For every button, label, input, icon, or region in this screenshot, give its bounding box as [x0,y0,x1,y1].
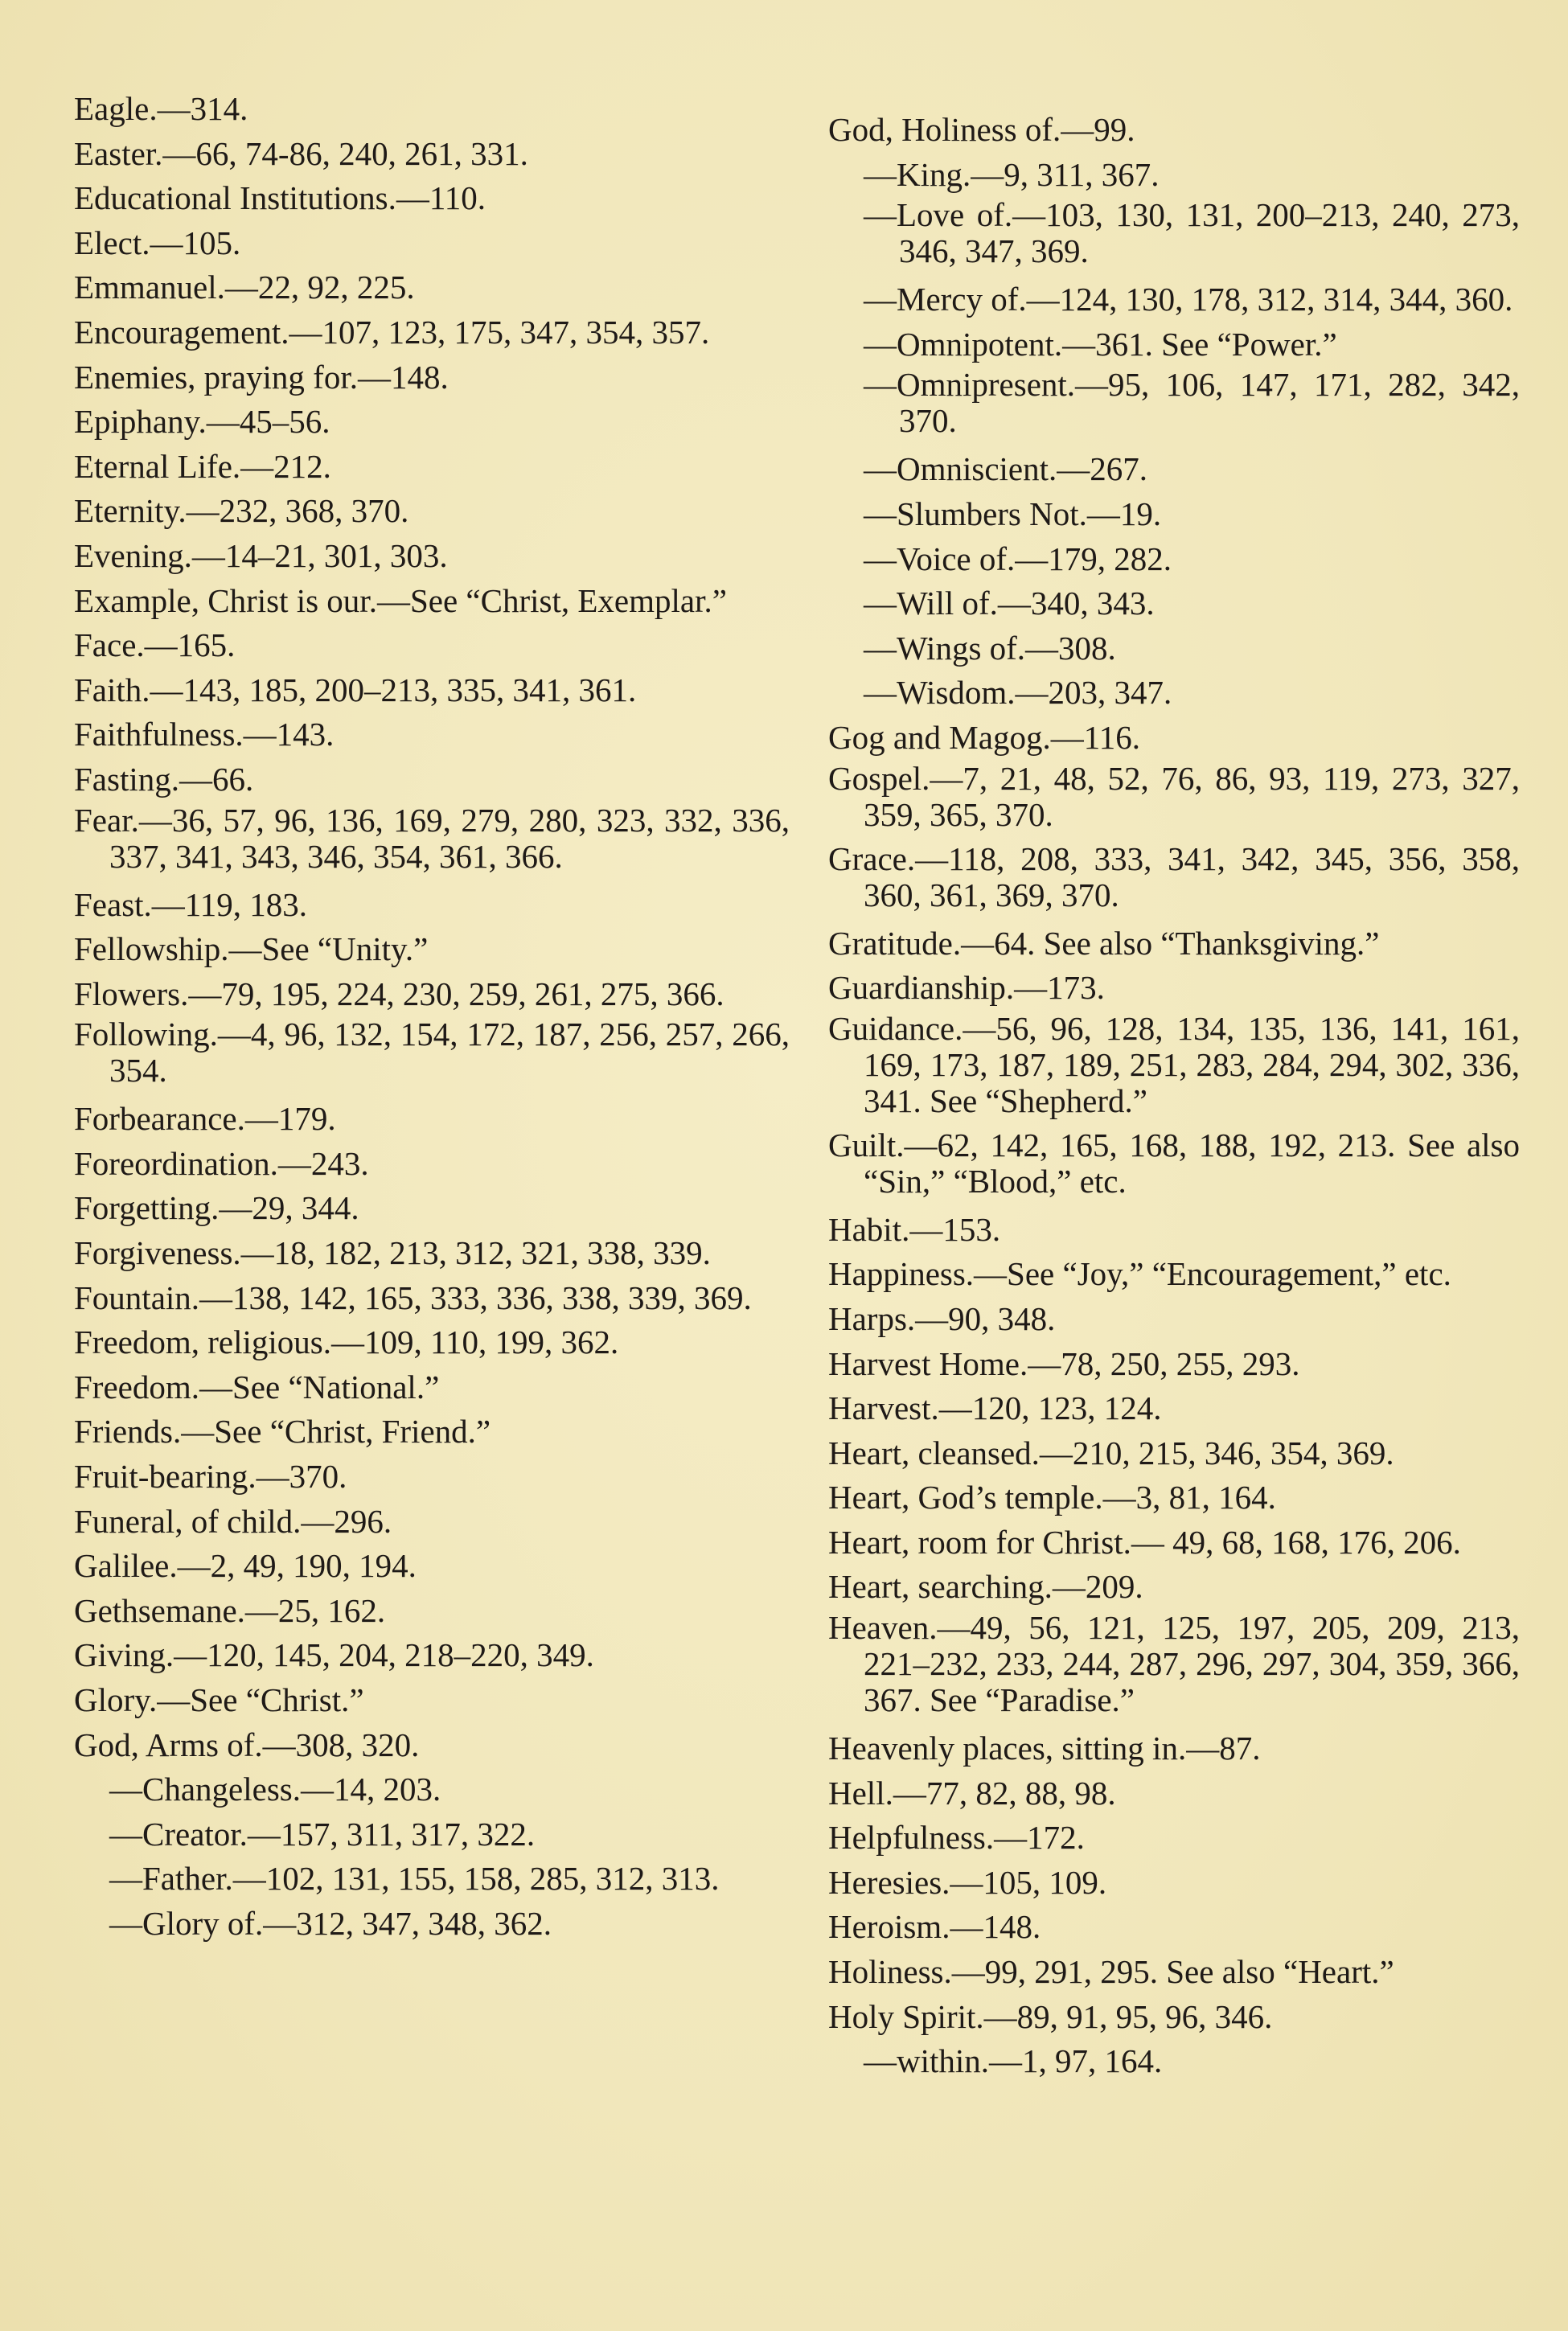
index-column-left [74,87,790,1947]
index-entry: —Slumbers Not.—19. [864,495,1162,532]
index-entry: —Wisdom.—203, 347. [864,674,1172,712]
index-entry: Habit.—153. [828,1210,1001,1248]
index-entry: Face.—165. [74,626,236,664]
index-entry: Faithfulness.—143. [74,716,335,753]
index-entry: God, Holiness of.—99. [828,111,1135,148]
index-entry: Eternity.—232, 368, 370. [74,492,409,530]
index-entry: —Creator.—157, 311, 317, 322. [109,1815,536,1853]
index-entry: Friends.—See “Christ, Friend.” [74,1413,491,1451]
index-entry: Galilee.—2, 49, 190, 194. [74,1547,417,1585]
index-entry: Fountain.—138, 142, 165, 333, 336, 338, 339, 369. [74,1278,752,1316]
index-entry: —Wings of.—308. [864,629,1116,667]
index-entry: —Love of.—103, 130, 131, 200–213, 240, 273, 346, 347, 369. [864,196,1520,270]
index-entry: Heart, room for Christ.— 49, 68, 168, 176, 206. [828,1523,1461,1561]
index-entry: Hell.—77, 82, 88, 98. [828,1774,1116,1812]
index-entry: Harvest.—120, 123, 124. [828,1389,1162,1427]
index-entry: —Father.—102, 131, 155, 158, 285, 312, 313. [109,1860,720,1898]
index-entry: Fear.—36, 57, 96, 136, 169, 279, 280, 323, 332, 336, 337, 341, 343, 346, 354, 361, 366. [74,801,790,875]
index-entry: Elect.—105. [74,224,241,261]
index-entry: Holiness.—99, 291, 295. See also “Heart.” [828,1953,1394,1991]
index-entry: Forgiveness.—18, 182, 213, 312, 321, 338, 339. [74,1234,711,1272]
index-entry: Gratitude.—64. See also “Thanksgiving.” [828,924,1380,962]
index-entry: —within.—1, 97, 164. [864,2042,1163,2080]
index-entry: Holy Spirit.—89, 91, 95, 96, 346. [828,1997,1273,2035]
index-entry: Freedom, religious.—109, 110, 199, 362. [74,1323,619,1361]
index-entry: Helpfulness.—172. [828,1819,1085,1857]
index-entry: Gog and Magog.—116. [828,718,1140,756]
index-entry: —Omniscient.—267. [864,450,1148,488]
index-entry: Gethsemane.—25, 162. [74,1591,386,1629]
index-entry: Grace.—118, 208, 333, 341, 342, 345, 356, 358, 360, 361, 369, 370. [828,839,1520,913]
index-entry: Harvest Home.—78, 250, 255, 293. [828,1344,1300,1382]
index-entry: Giving.—120, 145, 204, 218–220, 349. [74,1636,594,1674]
index-column-right [828,108,1520,2084]
index-entry: Heroism.—148. [828,1908,1041,1946]
index-entry: Heavenly places, sitting in.—87. [828,1730,1261,1767]
index-entry: —Changeless.—14, 203. [109,1771,441,1808]
index-entry: Heart, God’s temple.—3, 81, 164. [828,1479,1276,1516]
index-entry: Heaven.—49, 56, 121, 125, 197, 205, 209, 213, 221–232, 233, 244, 287, 296, 297, 304, 359, 366, 367. See “Paradise.” [828,1609,1520,1719]
index-entry: Eternal Life.—212. [74,447,331,485]
index-entry: Heresies.—105, 109. [828,1863,1107,1901]
index-entry: Freedom.—See “National.” [74,1368,440,1406]
index-entry: —Will of.—340, 343. [864,585,1155,622]
index-entry: Happiness.—See “Joy,” “Encouragement,” etc. [828,1255,1451,1293]
index-entry: Forbearance.—179. [74,1100,336,1138]
index-entry: Evening.—14–21, 301, 303. [74,536,448,574]
index-entry: God, Arms of.—308, 320. [74,1726,420,1763]
index-entry: Guilt.—62, 142, 165, 168, 188, 192, 213. See also “Sin,” “Blood,” etc. [828,1126,1520,1200]
index-entry: Harps.—90, 348. [828,1299,1056,1337]
index-entry: —King.—9, 311, 367. [864,155,1160,193]
index-entry: Educational Institutions.—110. [74,179,486,217]
index-entry: Example, Christ is our.—See “Christ, Exemplar.” [74,581,727,619]
index-entry: Eagle.—314. [74,90,248,127]
index-entry: Feast.—119, 183. [74,885,308,923]
index-entry: Fruit-bearing.—370. [74,1458,347,1496]
index-entry: Epiphany.—45–56. [74,403,330,441]
index-entry: Enemies, praying for.—148. [74,358,449,396]
index-entry: Guardianship.—173. [828,969,1105,1007]
index-entry: —Voice of.—179, 282. [864,540,1172,577]
index-entry: Forgetting.—29, 344. [74,1189,359,1227]
index-entry: Following.—4, 96, 132, 154, 172, 187, 256, 257, 266, 354. [74,1016,790,1090]
index-entry: —Glory of.—312, 347, 348, 362. [109,1904,552,1942]
index-entry: Flowers.—79, 195, 224, 230, 259, 261, 275, 366. [74,975,724,1012]
index-entry: Funeral, of child.—296. [74,1502,392,1540]
index-entry: —Omnipotent.—361. See “Power.” [864,325,1337,363]
index-entry: —Mercy of.—124, 130, 178, 312, 314, 344, 360. [864,281,1513,318]
index-entry: Fellowship.—See “Unity.” [74,930,429,968]
index-entry: Faith.—143, 185, 200–213, 335, 341, 361. [74,671,637,708]
index-entry: Encouragement.—107, 123, 175, 347, 354, 357. [74,313,710,351]
index-entry: Fasting.—66. [74,760,254,798]
index-entry: Heart, searching.—209. [828,1568,1143,1606]
index-entry: Guidance.—56, 96, 128, 134, 135, 136, 141, 161, 169, 173, 187, 189, 251, 283, 284, 294, 302, 336, 341. See “Shepherd.” [828,1009,1520,1119]
index-entry: Glory.—See “Christ.” [74,1681,364,1718]
index-entry: Emmanuel.—22, 92, 225. [74,269,415,306]
index-entry: Foreordination.—243. [74,1144,369,1182]
index-entry: Gospel.—7, 21, 48, 52, 76, 86, 93, 119, 273, 327, 359, 365, 370. [828,759,1520,833]
index-entry: —Omnipresent.—95, 106, 147, 171, 282, 342, 370. [864,366,1520,440]
index-entry: Heart, cleansed.—210, 215, 346, 354, 369. [828,1434,1394,1471]
index-entry: Easter.—66, 74-86, 240, 261, 331. [74,134,528,172]
